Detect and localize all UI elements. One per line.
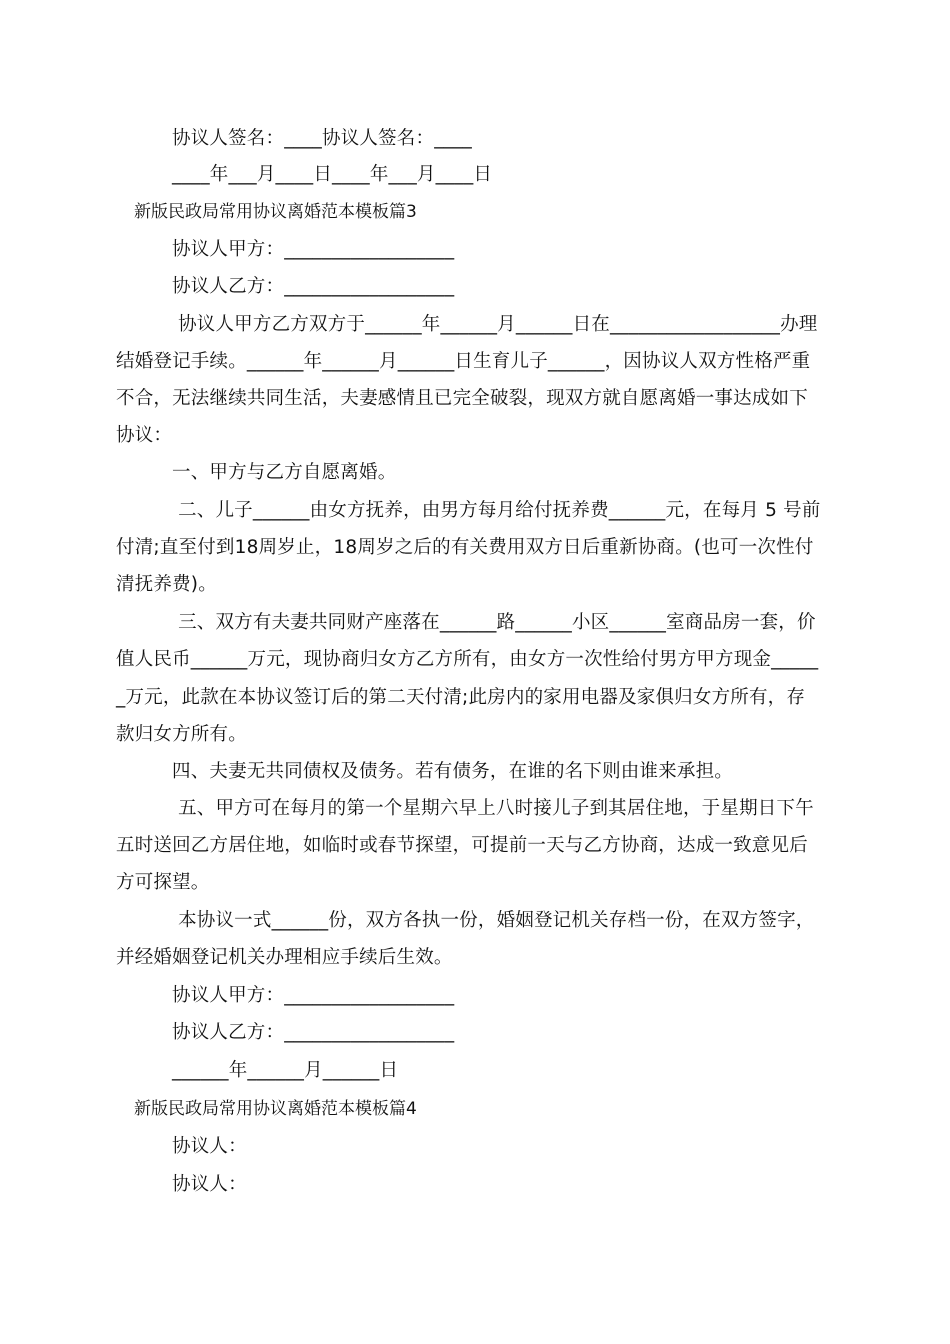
sign-party-b: 协议人乙方：__________________ bbox=[172, 1022, 455, 1043]
clause-3-line: _万元，此款在本协议签订后的第二天付清;此房内的家用电器及家俱归女方所有，存 bbox=[116, 687, 806, 708]
party-a-line: 协议人甲方：__________________ bbox=[172, 239, 455, 260]
clause-3-line: 三、双方有夫妻共同财产座落在______路______小区______室商品房一套，价 bbox=[172, 612, 816, 633]
signature-line: 协议人签名：____协议人签名：____ bbox=[172, 128, 473, 149]
clause-3-line: 款归女方所有。 bbox=[116, 724, 247, 745]
closing-line: 并经婚姻登记机关办理相应手续后生效。 bbox=[116, 947, 453, 968]
clause-5-line: 五时送回乙方居住地，如临时或春节探望，可提前一天与乙方协商，达成一致意见后 bbox=[116, 835, 808, 856]
clause-2-line: 清抚养费)。 bbox=[116, 574, 217, 595]
closing-line: 本协议一式______份，双方各执一份，婚姻登记机关存档一份，在双方签字， bbox=[172, 910, 815, 931]
party-line: 协议人： bbox=[172, 1174, 247, 1195]
clause-2-line: 付清;直至付到18周岁止，18周岁之后的有关费用双方日后重新协商。(也可一次性付 bbox=[116, 537, 814, 558]
clause-5-line: 五、甲方可在每月的第一个星期六早上八时接儿子到其居住地，于星期日下午 bbox=[172, 798, 814, 819]
section-heading: 新版民政局常用协议离婚范本模板篇4 bbox=[134, 1099, 417, 1119]
paragraph-line: 结婚登记手续。______年______月______日生育儿子______，因协议人双方性格严重 bbox=[116, 351, 811, 372]
section-heading: 新版民政局常用协议离婚范本模板篇3 bbox=[134, 202, 417, 222]
date-line: ____年___月____日____年___月____日 bbox=[172, 164, 493, 185]
party-b-line: 协议人乙方：__________________ bbox=[172, 276, 455, 297]
sign-party-a: 协议人甲方：__________________ bbox=[172, 985, 455, 1006]
clause-4: 四、夫妻无共同债权及债务。若有债务，在谁的名下则由谁来承担。 bbox=[172, 761, 734, 782]
paragraph-line: 协议： bbox=[116, 425, 173, 446]
party-line: 协议人： bbox=[172, 1136, 247, 1157]
clause-3-line: 值人民币______万元，现协商归女方乙方所有，由女方一次性给付男方甲方现金_____ bbox=[116, 649, 819, 670]
clause-2-line: 二、儿子______由女方抚养，由男方每月给付抚养费______元，在每月 5 号前 bbox=[172, 500, 821, 521]
clause-5-line: 方可探望。 bbox=[116, 872, 210, 893]
clause-1: 一、甲方与乙方自愿离婚。 bbox=[172, 462, 397, 483]
paragraph-line: 协议人甲方乙方双方于______年______月______日在__________________办理 bbox=[172, 314, 818, 335]
sign-date-line: ______年______月______日 bbox=[172, 1060, 399, 1081]
paragraph-line: 不合，无法继续共同生活，夫妻感情且已完全破裂，现双方就自愿离婚一事达成如下 bbox=[116, 388, 808, 409]
